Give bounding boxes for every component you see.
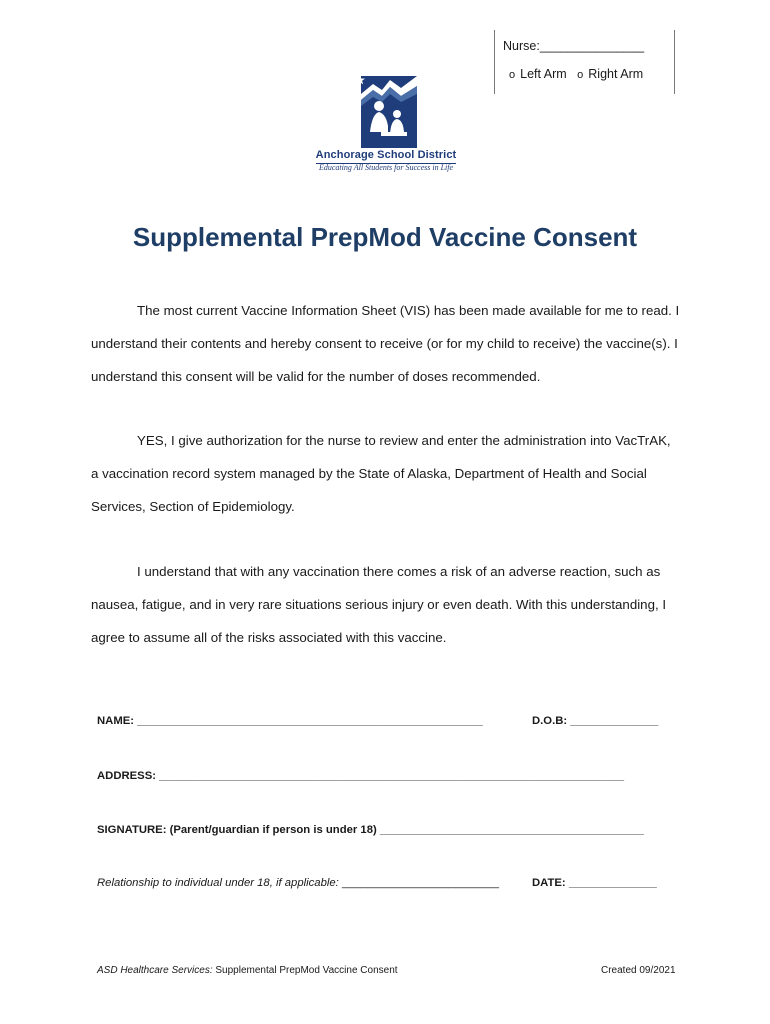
right-arm-label: Right Arm <box>588 67 644 81</box>
injection-site-options <box>509 67 650 81</box>
relationship-field[interactable] <box>97 877 499 889</box>
vactrak-authorization-paragraph: YES, I give authorization for the nurse to review and enter the administration into VacTrAK, a vaccination record system managed by the State of Alaska, Department of Health and Social Services, Section of Epidemiology. <box>91 433 671 514</box>
date-blank[interactable]: ______________ <box>568 877 657 889</box>
date-field[interactable] <box>532 877 657 889</box>
left-arm-label: Left Arm <box>520 67 567 81</box>
signature-blank[interactable]: __________________________________________ <box>379 824 644 836</box>
dob-label: D.O.B: <box>532 715 568 727</box>
footer-department: ASD Healthcare Services: <box>97 965 213 976</box>
left-arm-option[interactable] <box>509 67 567 81</box>
name-blank[interactable]: _______________________________________________________ <box>137 715 483 727</box>
footer-created-date: Created 09/2021 <box>601 965 676 976</box>
address-blank[interactable]: __________________________________________________________________________ <box>159 770 625 782</box>
dob-blank[interactable]: ______________ <box>570 715 659 727</box>
footer-form-id <box>97 965 398 976</box>
radio-bullet-icon: o <box>509 69 516 81</box>
dob-field[interactable] <box>532 715 658 727</box>
radio-bullet-icon: o <box>577 69 584 81</box>
name-label: NAME: <box>97 715 135 727</box>
date-label: DATE: <box>532 877 566 889</box>
right-arm-option[interactable] <box>577 67 643 81</box>
nurse-field[interactable]: Nurse:_______________ <box>503 39 645 53</box>
district-name: Anchorage School District <box>315 149 457 161</box>
school-district-logo-icon <box>355 72 417 148</box>
address-field[interactable] <box>97 770 624 782</box>
address-label: ADDRESS: <box>97 770 156 782</box>
name-field[interactable] <box>97 715 483 727</box>
signature-field[interactable] <box>97 824 644 836</box>
page-title: Supplemental PrepMod Vaccine Consent <box>132 222 638 252</box>
relationship-label: Relationship to individual under 18, if applicable: <box>97 877 339 889</box>
relationship-blank[interactable]: _________________________ <box>341 877 500 889</box>
district-tagline: Educating All Students for Success in Life <box>318 163 454 172</box>
footer-form-name: Supplemental PrepMod Vaccine Consent <box>215 965 398 976</box>
risk-acknowledgement-paragraph: I understand that with any vaccination there comes a risk of an adverse reaction, such as nausea, fatigue, and in very rare situations serious injury or even death. With this understanding, I agree to assume all of the risks associated with this vaccine. <box>91 564 667 645</box>
signature-label: SIGNATURE: (Parent/guardian if person is under 18) <box>97 824 377 836</box>
vis-consent-paragraph: The most current Vaccine Information Sheet (VIS) has been made available for me to read. I understand their contents and hereby consent to receive (or for my child to receive) the vaccine(s). I understand this consent will be valid for the number of doses recommended. <box>91 303 680 384</box>
